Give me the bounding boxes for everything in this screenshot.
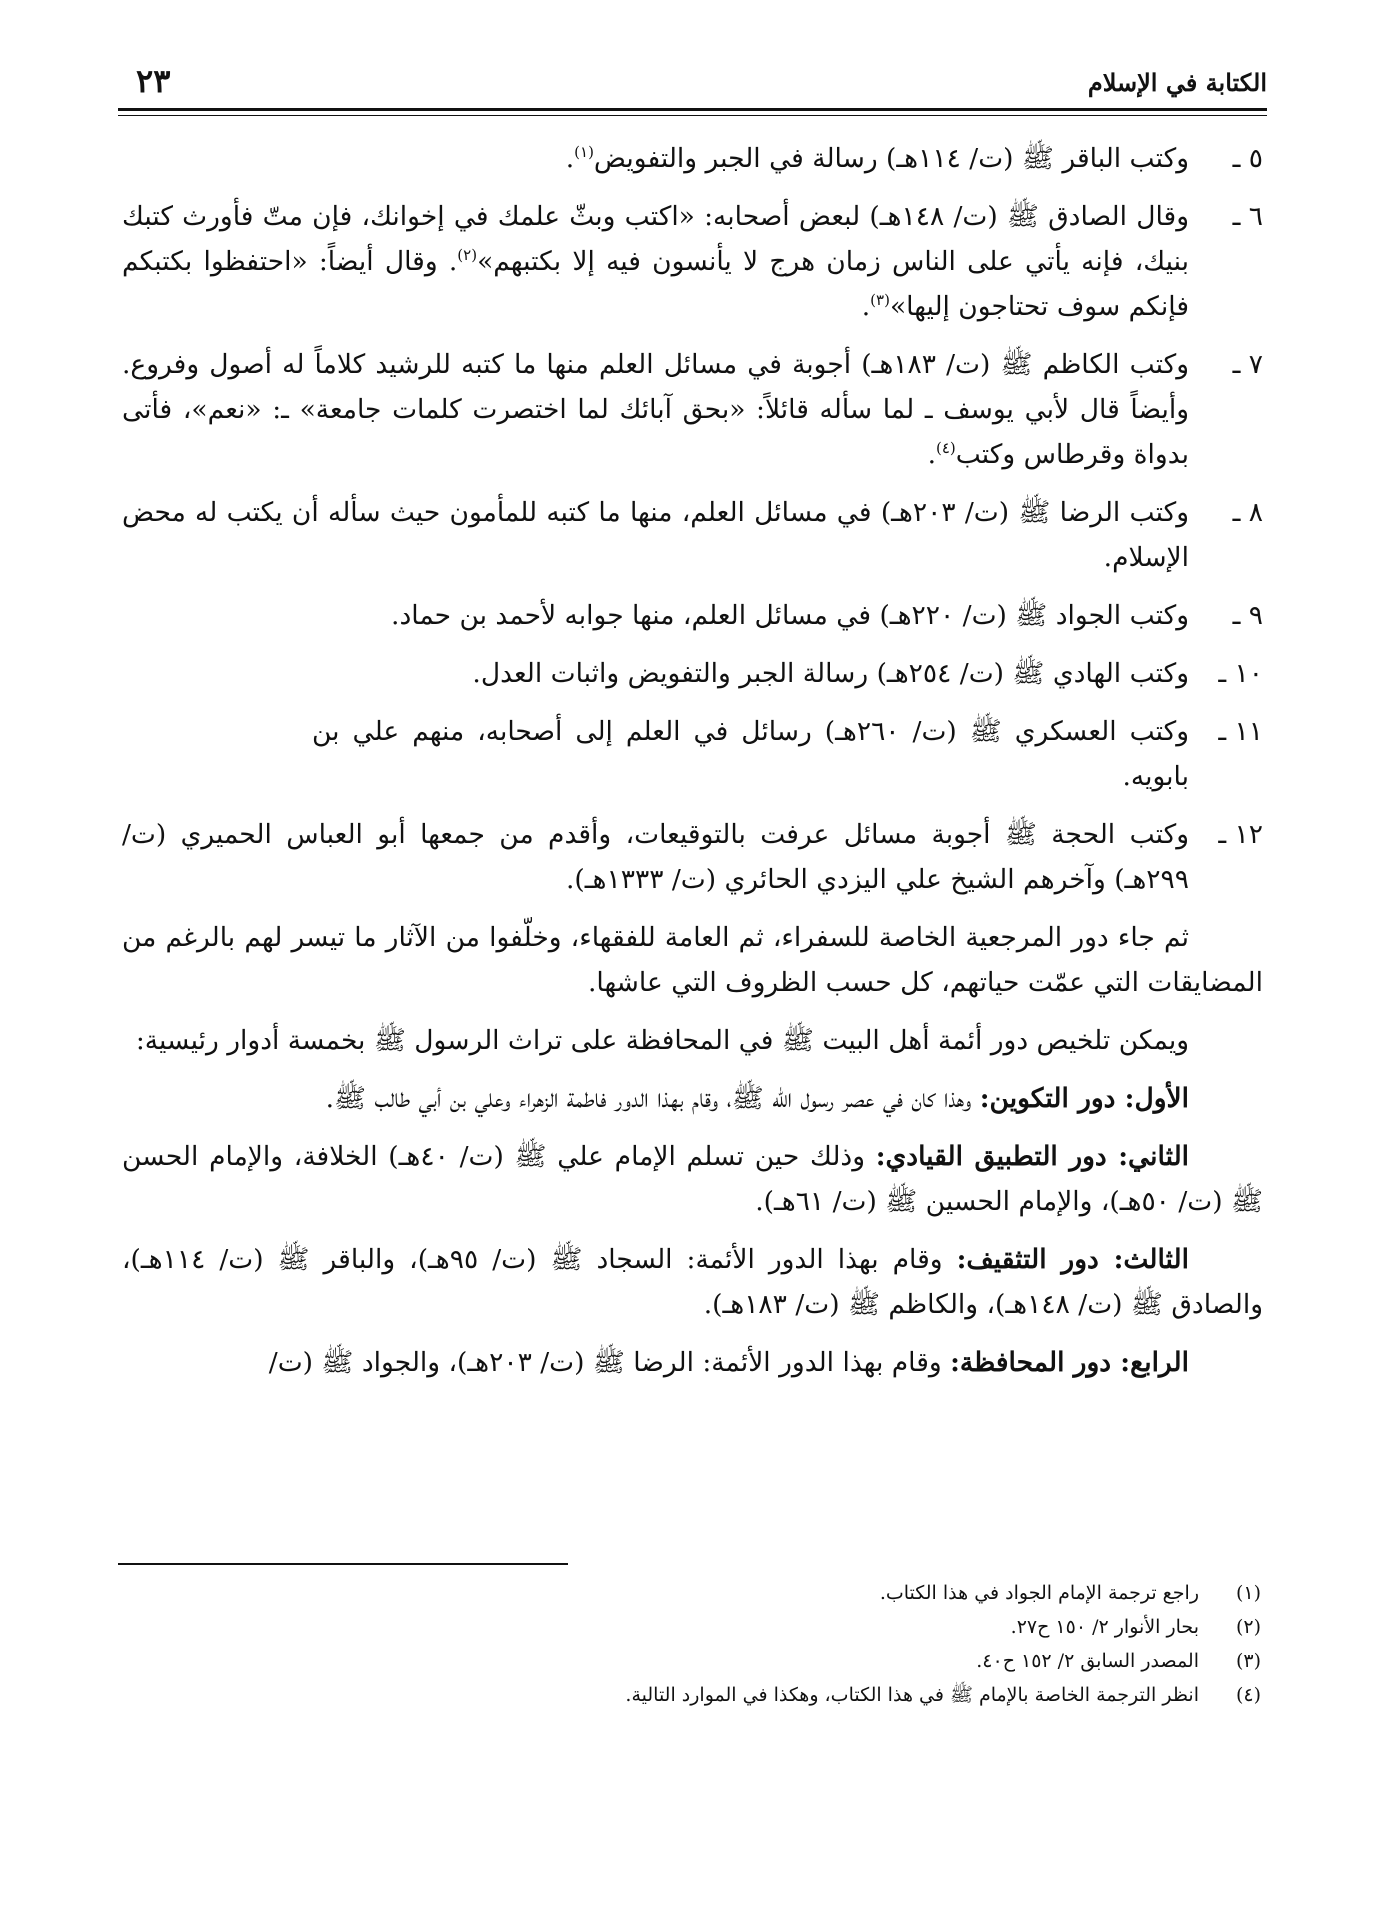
paragraph: ثم جاء دور المرجعية الخاصة للسفراء، ثم العامة للفقهاء، وخلّفوا من الآثار ما تيسر لهم بالرغم من المضايقات التي عمّت حياتهم، كل حسب الظروف التي عاشها. [122,922,1263,998]
list-item [122,136,1263,181]
item-number: ٧ ـ [1232,349,1263,380]
running-title: الكتابة في الإسلام [1087,68,1267,97]
paragraph: الثالث: دور التثقيف: وقام بهذا الدور الأئمة: السجاد ﷺ (ت/ ٩٥هـ)، والباقر ﷺ (ت/ ١١٤هـ)، والصادق ﷺ (ت/ ١٤٨هـ)، والكاظم ﷺ (ت/ ١٨٣هـ). [122,1244,1263,1320]
item-text: وكتب الهادي ﷺ (ت/ ٢٥٤هـ) رسالة الجبر والتفويض واثبات العدل. [472,658,1189,689]
item-number: ٦ ـ [1232,201,1263,232]
item-number: ١٠ ـ [1218,658,1263,689]
item-text: وكتب الحجة ﷺ أجوبة مسائل عرفت بالتوقيعات، وأقدم من جمعها أبو العباس الحميري (ت/ ٢٩٩هـ) وآخرهم الشيخ علي اليزدي الحائري (ت/ ١٣٣٣هـ). [122,819,1189,895]
footnote [122,1644,1261,1678]
footnotes [122,1576,1261,1712]
paragraph-label: الثاني: دور التطبيق القيادي: [875,1141,1190,1172]
footnote [122,1610,1261,1644]
paragraph: الثاني: دور التطبيق القيادي: وذلك حين تسلم الإمام علي ﷺ (ت/ ٤٠هـ) الخلافة، والإمام الحسن ﷺ (ت/ ٥٠هـ)، والإمام الحسين ﷺ (ت/ ٦١هـ). [122,1141,1263,1217]
footnote-text: راجع ترجمة الإمام الجواد في هذا الكتاب. [879,1582,1199,1604]
paragraph-label: الثالث: دور التثقيف: [956,1244,1189,1275]
item-text: وكتب الجواد ﷺ (ت/ ٢٢٠هـ) في مسائل العلم، منها جوابه لأحمد بن حماد. [391,600,1189,631]
item-number: ٥ ـ [1232,143,1263,174]
item-text: وكتب الرضا ﷺ (ت/ ٢٠٣هـ) في مسائل العلم، منها ما كتبه للمأمون حيث سأله أن يكتب له محض الإسلام. [122,497,1189,573]
footnote-number: (٣) [1235,1650,1261,1672]
footnote-ref[interactable]: (٣) [870,291,890,310]
paragraph-label: الرابع: دور المحافظة: [950,1347,1189,1378]
list-item [122,709,1263,799]
footnote-ref[interactable]: (١) [574,143,594,162]
footnote-ref[interactable]: (٤) [936,439,956,458]
list-item [122,593,1263,638]
paragraph: ويمكن تلخيص دور أئمة أهل البيت ﷺ في المحافظة على تراث الرسول ﷺ بخمسة أدوار رئيسية: [135,1025,1189,1056]
list-item [122,812,1263,902]
footnote-ref[interactable]: (٢) [457,246,478,265]
list-item [122,194,1263,329]
paragraph-label: الأول: دور التكوين: [979,1083,1189,1114]
list-item [122,490,1263,580]
header-rule-thin [118,115,1267,116]
footnote-separator [118,1563,568,1565]
item-text: وقال الصادق ﷺ (ت/ ١٤٨هـ) لبعض أصحابه: «اكتب وبثّ علمك في إخوانك، فإن متّ فأورث كتبك بنيك، فإنه يأتي على الناس زمان هرج لا يأنسون فيه إلا بكتبهم»$^{(٢)}$. وقال أيضاً: «احتفظوا بكتبكم فإنكم سوف تحتاجون إليها»$^{(٣)}$. [122,201,1189,322]
paragraph: الرابع: دور المحافظة: وقام بهذا الدور الأئمة: الرضا ﷺ (ت/ ٢٠٣هـ)، والجواد ﷺ (ت/ [268,1347,1189,1378]
footnote-text: المصدر السابق ٢/ ١٥٢ ح٤٠. [976,1650,1199,1672]
list-item [122,651,1263,696]
list-item [122,342,1263,477]
item-text: وكتب العسكري ﷺ (ت/ ٢٦٠هـ) رسائل في العلم إلى أصحابه، منهم علي بن بابويه. [312,716,1190,792]
footnote [122,1576,1261,1610]
header-rule-thick [118,108,1267,111]
footnote-text: بحار الأنوار ٢/ ١٥٠ ح٢٧. [1010,1616,1199,1638]
footnote-number: (٤) [1235,1684,1261,1706]
body-text [122,136,1263,1398]
item-text: وكتب الكاظم ﷺ (ت/ ١٨٣هـ) أجوبة في مسائل العلم منها ما كتبه للرشيد كلاماً له أصول وفروع. وأيضاً قال لأبي يوسف ـ لما سأله قائلاً: «بحق آبائك لما اختصرت كلمات جامعة» ـ: «نعم»، فأتى بدواة وقرطاس وكتب$^{(٤)}$. [122,349,1189,470]
running-header [118,62,1267,104]
item-text: وكتب الباقر ﷺ (ت/ ١١٤هـ) رسالة في الجبر والتفويض$^{(١)}$. [565,143,1189,174]
footnote-text: انظر الترجمة الخاصة بالإمام ﷺ في هذا الكتاب، وهكذا في الموارد التالية. [625,1684,1199,1706]
page-number: ٢٣ [136,62,171,100]
item-number: ٨ ـ [1232,497,1263,528]
item-number: ١١ ـ [1218,716,1263,747]
item-number: ٩ ـ [1232,600,1263,631]
footnote-number: (١) [1235,1582,1261,1604]
footnote-number: (٢) [1235,1616,1261,1638]
paragraph: الأول: دور التكوين: وهذا كان في عصر رسول الله ﷺ، وقام بهذا الدور فاطمة الزهراء وعلي بن أبي طالب ﷺ. [325,1083,1189,1114]
item-number: ١٢ ـ [1218,819,1263,850]
footnote [122,1678,1261,1712]
